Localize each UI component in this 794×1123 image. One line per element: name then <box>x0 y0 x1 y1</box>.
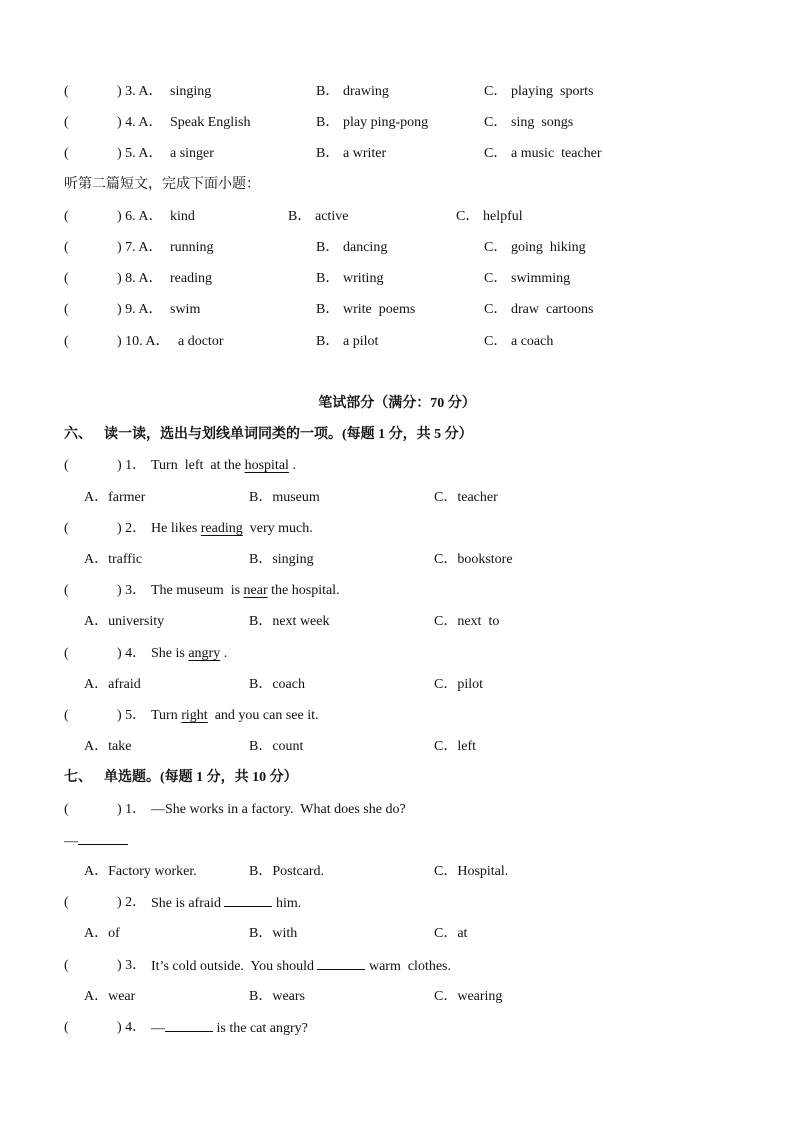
underlined-word: near <box>243 583 268 598</box>
question-number: ) 4. A． <box>117 115 163 130</box>
option-b: dancing <box>343 240 388 255</box>
option-c-label: C． <box>484 146 508 161</box>
question-stem: She is afraid him. <box>151 892 301 915</box>
question-row <box>0 112 794 134</box>
question-stem: He likes reading very much. <box>151 521 313 536</box>
instruction-text: 听第二篇短文，完成下面小题： <box>64 177 260 192</box>
option-b-label: B． <box>316 271 340 286</box>
answer-blank[interactable] <box>317 955 365 970</box>
option-c-label: C． <box>484 271 508 286</box>
question-stem: It’s cold outside. You should warm clothes. <box>151 955 451 978</box>
option-c: draw cartoons <box>511 302 594 317</box>
option-a: Speak English <box>170 115 251 130</box>
option-b: play ping-pong <box>343 115 429 130</box>
question-number: ) 7. A． <box>117 240 163 255</box>
answer-paren: ( <box>64 209 69 224</box>
section-heading <box>0 424 794 446</box>
question-number: ) 3． <box>117 958 147 973</box>
option-a: A．take <box>84 739 132 754</box>
question-stem: She is angry . <box>151 646 228 661</box>
question-row <box>0 331 794 353</box>
option-c: C．pilot <box>434 677 484 692</box>
answer-blank[interactable] <box>224 892 272 907</box>
option-b: B．count <box>249 739 304 754</box>
question-number: ) 6. A． <box>117 209 163 224</box>
question-stem: Turn right and you can see it. <box>151 708 319 723</box>
question-row <box>0 143 794 165</box>
option-b: B．next week <box>249 614 330 629</box>
option-c: C．teacher <box>434 490 498 505</box>
question-number: ) 4． <box>117 646 147 661</box>
question-number: ) 3． <box>117 583 147 598</box>
option-c-label: C． <box>456 209 480 224</box>
section-heading <box>0 767 794 789</box>
question-row <box>0 643 794 665</box>
option-b: active <box>315 209 349 224</box>
options-row <box>0 923 794 945</box>
question-row <box>0 1017 794 1039</box>
answer-paren: ( <box>64 115 69 130</box>
answer-paren: ( <box>64 302 69 317</box>
option-c: C．left <box>434 739 476 754</box>
answer-paren: ( <box>64 802 69 817</box>
answer-dash: — <box>64 830 128 853</box>
options-row <box>0 487 794 509</box>
option-a: running <box>170 240 214 255</box>
question-row <box>0 206 794 228</box>
question-row <box>0 580 794 602</box>
question-row <box>0 299 794 321</box>
option-a: swim <box>170 302 201 317</box>
answer-paren: ( <box>64 84 69 99</box>
answer-paren: ( <box>64 958 69 973</box>
option-a: kind <box>170 209 195 224</box>
option-c: a music teacher <box>511 146 602 161</box>
answer-paren: ( <box>64 1020 69 1035</box>
option-c: C．bookstore <box>434 552 513 567</box>
question-number: ) 2． <box>117 895 147 910</box>
question-stem: The museum is near the hospital. <box>151 583 340 598</box>
section-title: 读一读，选出与划线单词同类的一项。(每题 1 分，共 5 分） <box>104 427 473 442</box>
option-b: B．museum <box>249 490 320 505</box>
answer-paren: ( <box>64 458 69 473</box>
question-row <box>0 268 794 290</box>
question-number: ) 4． <box>117 1020 147 1035</box>
answer-blank[interactable] <box>78 830 128 845</box>
answer-paren: ( <box>64 334 69 349</box>
option-c-label: C． <box>484 84 508 99</box>
options-row <box>0 611 794 633</box>
option-b-label: B． <box>316 240 340 255</box>
question-row <box>0 455 794 477</box>
option-c: helpful <box>483 209 523 224</box>
question-number: ) 8. A． <box>117 271 163 286</box>
option-b-label: B． <box>316 84 340 99</box>
option-b: B．wears <box>249 989 305 1004</box>
option-c-label: C． <box>484 334 508 349</box>
question-stem: —She works in a factory. What does she do? <box>151 802 406 817</box>
option-c: playing sports <box>511 84 594 99</box>
options-row <box>0 861 794 883</box>
option-b: B．singing <box>249 552 314 567</box>
option-c: going hiking <box>511 240 586 255</box>
option-a: singing <box>170 84 212 99</box>
answer-paren: ( <box>64 708 69 723</box>
written-part-title: 笔试部分（满分：70 分） <box>318 396 476 411</box>
question-row <box>0 955 794 977</box>
answer-paren: ( <box>64 271 69 286</box>
underlined-word: reading <box>200 521 243 536</box>
section-number: 六、 <box>64 427 92 442</box>
question-number: ) 5． <box>117 708 147 723</box>
option-b: B．with <box>249 926 298 941</box>
passage-instruction <box>0 174 794 196</box>
question-number: ) 3. A． <box>117 84 163 99</box>
underlined-word: right <box>181 708 208 723</box>
option-b: B．coach <box>249 677 305 692</box>
option-b-label: B． <box>316 146 340 161</box>
section-number: 七、 <box>64 770 92 785</box>
option-c-label: C． <box>484 240 508 255</box>
answer-paren: ( <box>64 895 69 910</box>
question-number: ) 1． <box>117 458 147 473</box>
option-c: C．Hospital. <box>434 864 509 879</box>
question-stem: Turn left at the hospital . <box>151 458 296 473</box>
option-c: C．at <box>434 926 468 941</box>
option-b: a pilot <box>343 334 379 349</box>
answer-paren: ( <box>64 646 69 661</box>
section-title: 单选题。(每题 1 分，共 10 分） <box>104 770 298 785</box>
question-number: ) 2． <box>117 521 147 536</box>
option-c: C．next to <box>434 614 500 629</box>
option-a: reading <box>170 271 212 286</box>
answer-paren: ( <box>64 146 69 161</box>
answer-paren: ( <box>64 240 69 255</box>
option-a: A．afraid <box>84 677 141 692</box>
answer-paren: ( <box>64 583 69 598</box>
options-row <box>0 736 794 758</box>
question-row <box>0 518 794 540</box>
option-b-label: B． <box>316 115 340 130</box>
option-a: A．Factory worker. <box>84 864 197 879</box>
underlined-word: hospital <box>244 458 289 473</box>
question-row <box>0 799 794 821</box>
option-b: a writer <box>343 146 387 161</box>
answer-blank[interactable] <box>165 1017 213 1032</box>
question-row <box>0 892 794 914</box>
answer-paren: ( <box>64 521 69 536</box>
option-c: sing songs <box>511 115 574 130</box>
option-a: A．farmer <box>84 490 146 505</box>
underlined-word: angry <box>188 646 221 661</box>
option-b-label: B． <box>316 302 340 317</box>
option-b-label: B． <box>316 334 340 349</box>
option-b: writing <box>343 271 384 286</box>
option-b: B．Postcard. <box>249 864 325 879</box>
question-row <box>0 237 794 259</box>
options-row <box>0 549 794 571</box>
option-a: A．traffic <box>84 552 143 567</box>
option-a: A．wear <box>84 989 136 1004</box>
options-row <box>0 986 794 1008</box>
answer-line <box>0 830 794 852</box>
option-c: a coach <box>511 334 554 349</box>
option-a: a doctor <box>178 334 224 349</box>
option-c: swimming <box>511 271 571 286</box>
option-c: C．wearing <box>434 989 503 1004</box>
question-number: ) 9. A． <box>117 302 163 317</box>
option-b-label: B． <box>288 209 312 224</box>
question-row <box>0 705 794 727</box>
option-b: write poems <box>343 302 416 317</box>
question-number: ) 5. A． <box>117 146 163 161</box>
option-b: drawing <box>343 84 389 99</box>
question-row <box>0 81 794 103</box>
option-a: a singer <box>170 146 214 161</box>
option-a: A．of <box>84 926 120 941</box>
question-number: ) 1． <box>117 802 147 817</box>
question-stem: — is the cat angry? <box>151 1017 308 1040</box>
options-row <box>0 674 794 696</box>
option-a: A．university <box>84 614 165 629</box>
option-c-label: C． <box>484 115 508 130</box>
question-number: ) 10. A． <box>117 334 170 349</box>
option-c-label: C． <box>484 302 508 317</box>
